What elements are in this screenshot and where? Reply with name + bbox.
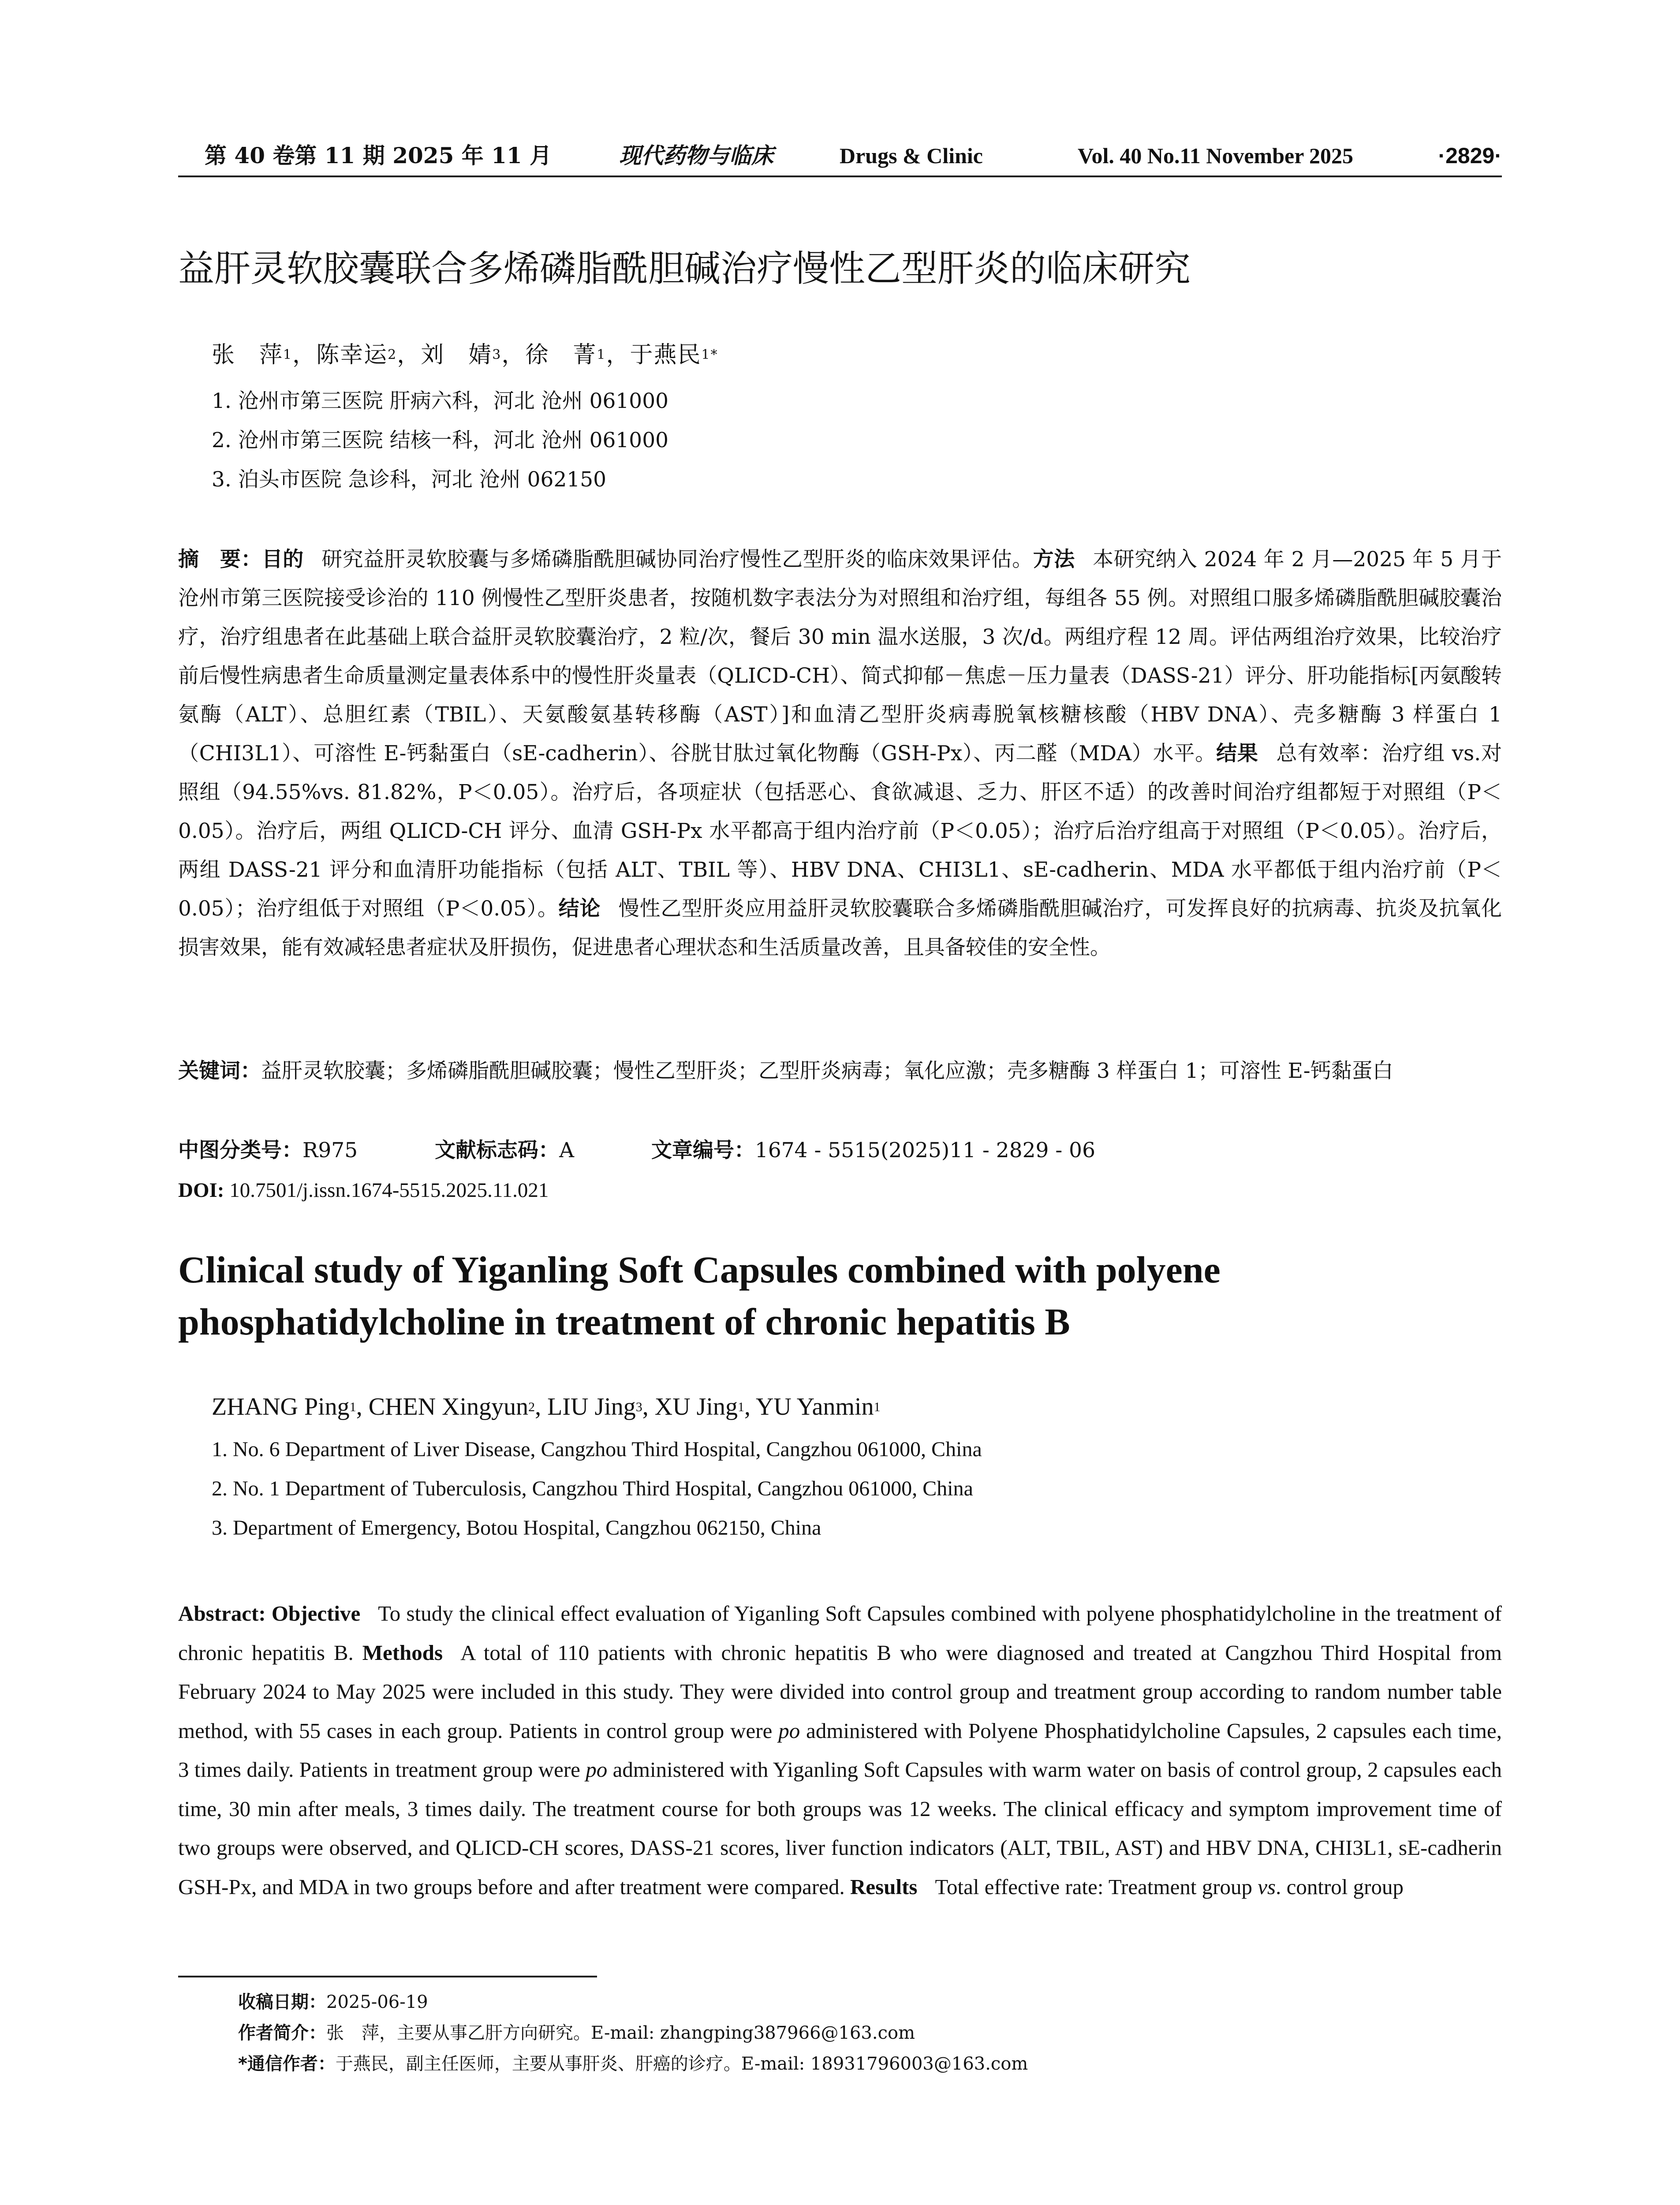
header-volume-en: Vol. 40 No.11 November 2025 xyxy=(1078,143,1353,168)
keywords-cn-text: 益肝灵软胶囊；多烯磷脂酰胆碱胶囊；慢性乙型肝炎；乙型肝炎病毒；氧化应激；壳多糖酶 3 样蛋白 1；可溶性 E-钙黏蛋白 xyxy=(261,1059,1393,1083)
author-en-sup: 2 xyxy=(528,1400,535,1414)
conclusion-cn-label: 结论 xyxy=(558,897,601,921)
methods-cn-label: 方法 xyxy=(1033,547,1075,572)
author-cn-name: 张 萍 xyxy=(212,342,284,368)
vs-abbrev: vs xyxy=(1258,1874,1276,1899)
abstract-cn-label: 摘 要： xyxy=(178,547,262,572)
footnote-corresponding xyxy=(238,2051,1028,2077)
author-en-name: LIU Jing xyxy=(547,1393,636,1420)
abstract-en-label: Abstract: Objective xyxy=(178,1601,361,1626)
methods-en-label: Methods xyxy=(362,1640,443,1665)
affiliation-cn-1: 1. 沧州市第三医院 肝病六科，河北 沧州 061000 xyxy=(212,389,669,413)
author-cn-sup: 1 xyxy=(597,347,606,363)
author-cn-sup: 2 xyxy=(388,347,397,363)
authors-cn: 张 萍$^1$，陈幸运$^2$，刘 婧$^3$，徐 菁$^1$，于燕民$^{1*}$ xyxy=(212,342,718,368)
methods-en-text-3: administered with Yiganling Soft Capsules with warm water on basis of control group, 2 capsules each time, 30 min after meals, 3 times daily. The treatment course for both groups was 12 weeks. The clinical efficacy and symptom improvement time of two groups were observed, and QLICD-CH scores, DASS-21 scores, liver function indicators (ALT, TBIL, AST) and HBV DNA, CHI3L1, sE-cadherin GSH-Px, and MDA in two groups before and after treatment were compared. xyxy=(178,1757,1502,1899)
objective-cn-label: 目的 xyxy=(261,547,304,572)
title-cn: 益肝灵软胶囊联合多烯磷脂酰胆碱治疗慢性乙型肝炎的临床研究 xyxy=(178,248,1191,290)
author-en-name: XU Jing xyxy=(654,1393,738,1420)
title-en: Clinical study of Yiganling Soft Capsules combined with polyene phosphatidylcholine in treatment of chronic hepatitis B xyxy=(178,1248,1221,1343)
affiliation-en-1: 1. No. 6 Department of Liver Disease, Cangzhou Third Hospital, Cangzhou 061000, China xyxy=(212,1438,982,1461)
doc-code-label: 文献标志码： xyxy=(435,1138,560,1162)
objective-en-text: To study the clinical effect evaluation of Yiganling Soft Capsules combined with polyene phosphatidylcholine in the treatment of chronic hepatitis B. xyxy=(178,1601,1502,1665)
doi-line xyxy=(178,1171,549,1210)
results-cn-text: 总有效率：治疗组 vs.对照组（94.55%vs. 81.82%，P＜0.05）。治疗后，各项症状（包括恶心、食欲减退、乏力、肝区不适）的改善时间治疗组都短于对照组（P＜0.05）。治疗后，两组 QLICD-CH 评分、血清 GSH-Px 水平都高于组内治疗前（P＜0.05）；治疗后治疗组高于对照组（P＜0.05）。治疗后，两组 DASS-21 评分和血清肝功能指标（包括 ALT、TBIL 等）、HBV DNA、CHI3L1、sE-cadherin、MDA 水平都低于组内治疗前（P＜0.05）；治疗组低于对照组（P＜0.05）。 xyxy=(178,741,1502,921)
footnote-author xyxy=(238,2020,915,2046)
results-en-label: Results xyxy=(850,1874,918,1899)
author-en-sup: 1 xyxy=(349,1400,356,1414)
article-no-value: 1674 - 5515(2025)11 - 2829 - 06 xyxy=(754,1138,1095,1162)
doi-value: 10.7501/j.issn.1674-5515.2025.11.021 xyxy=(229,1179,549,1202)
keywords-cn-label: 关键词： xyxy=(178,1059,261,1083)
corresponding-label: *通信作者： xyxy=(238,2054,336,2074)
running-header xyxy=(178,140,1502,177)
affiliation-cn-2: 2. 沧州市第三医院 结核一科，河北 沧州 061000 xyxy=(212,428,669,452)
affiliation-en-3: 3. Department of Emergency, Botou Hospital, Cangzhou 062150, China xyxy=(212,1516,821,1540)
author-cn-name: 陈幸运 xyxy=(316,342,388,368)
clc-value: R975 xyxy=(302,1138,358,1162)
author-bio-value: 张 萍，主要从事乙肝方向研究。E-mail: zhangping387966@163.com xyxy=(326,2023,915,2043)
conclusion-cn-text: 慢性乙型肝炎应用益肝灵软胶囊联合多烯磷脂酰胆碱治疗，可发挥良好的抗病毒、抗炎及抗氧化损害效果，能有效减轻患者症状及肝损伤，促进患者心理状态和生活质量改善，且具备较佳的安全性。 xyxy=(178,897,1502,960)
classification-line xyxy=(178,1131,1166,1170)
po-abbrev-1: po xyxy=(778,1718,800,1743)
header-journal-en: Drugs & Clinic xyxy=(840,143,983,168)
doc-code-value: A xyxy=(559,1138,575,1162)
header-page-number: ·2829· xyxy=(1438,143,1502,168)
header-volume-cn: 第 40 卷第 11 期 2025 年 11 月 xyxy=(205,142,552,168)
results-en-text-2: . control group xyxy=(1276,1874,1404,1899)
author-bio-label: 作者简介： xyxy=(238,2023,326,2043)
author-en-name: CHEN Xingyun xyxy=(368,1393,529,1420)
author-en-sup: 3 xyxy=(635,1400,642,1414)
author-cn-sup: 3 xyxy=(492,347,502,363)
corresponding-value: 于燕民，副主任医师，主要从事肝炎、肝癌的诊疗。E-mail: 18931796003@163.com xyxy=(335,2054,1028,2074)
author-cn-name: 徐 菁 xyxy=(525,342,597,368)
po-abbrev-2: po xyxy=(586,1757,608,1782)
author-cn-sup: 1* xyxy=(701,347,718,363)
footnote-received xyxy=(238,1989,428,2015)
abstract-cn xyxy=(178,540,1502,967)
abstract-en xyxy=(178,1594,1502,1906)
results-en-text-1: Total effective rate: Treatment group xyxy=(935,1874,1253,1899)
objective-cn-text: 研究益肝灵软胶囊与多烯磷脂酰胆碱协同治疗慢性乙型肝炎的临床效果评估。 xyxy=(321,547,1033,572)
author-cn-name: 于燕民 xyxy=(630,342,702,368)
received-label: 收稿日期： xyxy=(238,1992,326,2012)
article-no-label: 文章编号： xyxy=(651,1138,755,1162)
author-en-sup: 1 xyxy=(738,1400,745,1414)
clc-label: 中图分类号： xyxy=(178,1138,302,1162)
author-en-name: YU Yanmin xyxy=(755,1393,874,1420)
author-en-sup: 1 xyxy=(874,1400,881,1414)
doi-label: DOI: xyxy=(178,1179,224,1202)
author-cn-sup: 1 xyxy=(283,347,293,363)
author-cn-name: 刘 婧 xyxy=(421,342,493,368)
affiliation-en-2: 2. No. 1 Department of Tuberculosis, Cangzhou Third Hospital, Cangzhou 061000, China xyxy=(212,1477,973,1500)
methods-en-text-1: A total of 110 patients with chronic hepatitis B who were diagnosed and treated at Cangzhou Third Hospital from February 2024 to May 2025 were included in this study. They were divided into control group and treatment group according to random number table method, with 55 cases in each group. Patients in control group were xyxy=(178,1640,1502,1743)
header-journal-cn: 现代药物与临床 xyxy=(619,142,773,168)
methods-cn-text: 本研究纳入 2024 年 2 月—2025 年 5 月于沧州市第三医院接受诊治的 110 例慢性乙型肝炎患者，按随机数字表法分为对照组和治疗组，每组各 55 例。对照组口服多烯磷脂酰胆碱胶囊治疗，治疗组患者在此基础上联合益肝灵软胶囊治疗，2 粒/次，餐后 30 min 温水送服，3 次/d。两组疗程 12 周。评估两组治疗效果，比较治疗前后慢性病患者生命质量测定量表体系中的慢性肝炎量表（QLICD-CH）、简式抑郁－焦虑－压力量表（DASS-21）评分、肝功能指标[丙氨酸转氨酶（ALT）、总胆红素（TBIL）、天氨酸氨基转移酶（AST）]和血清乙型肝炎病毒脱氧核糖核酸（HBV DNA）、壳多糖酶 3 样蛋白 1（CHI3L1）、可溶性 E-钙黏蛋白（sE-cadherin）、谷胱甘肽过氧化物酶（GSH-Px）、丙二醛（MDA）水平。 xyxy=(178,547,1502,766)
keywords-cn xyxy=(178,1052,1502,1091)
received-value: 2025-06-19 xyxy=(326,1992,428,2012)
methods-en-text-2: administered with Polyene Phosphatidylcholine Capsules, 2 capsules each time, 3 times daily. Patients in treatment group were xyxy=(178,1718,1502,1782)
affiliation-cn-3: 3. 泊头市医院 急诊科，河北 沧州 062150 xyxy=(212,467,607,492)
author-en-name: ZHANG Ping xyxy=(212,1393,350,1420)
authors-en: ZHANG Ping$^1$, CHEN Xingyun$^2$, LIU Jing$^3$, XU Jing$^1$, YU Yanmin$^1$ xyxy=(212,1393,881,1420)
footnote-divider xyxy=(178,1976,597,1977)
results-cn-label: 结果 xyxy=(1216,741,1258,766)
